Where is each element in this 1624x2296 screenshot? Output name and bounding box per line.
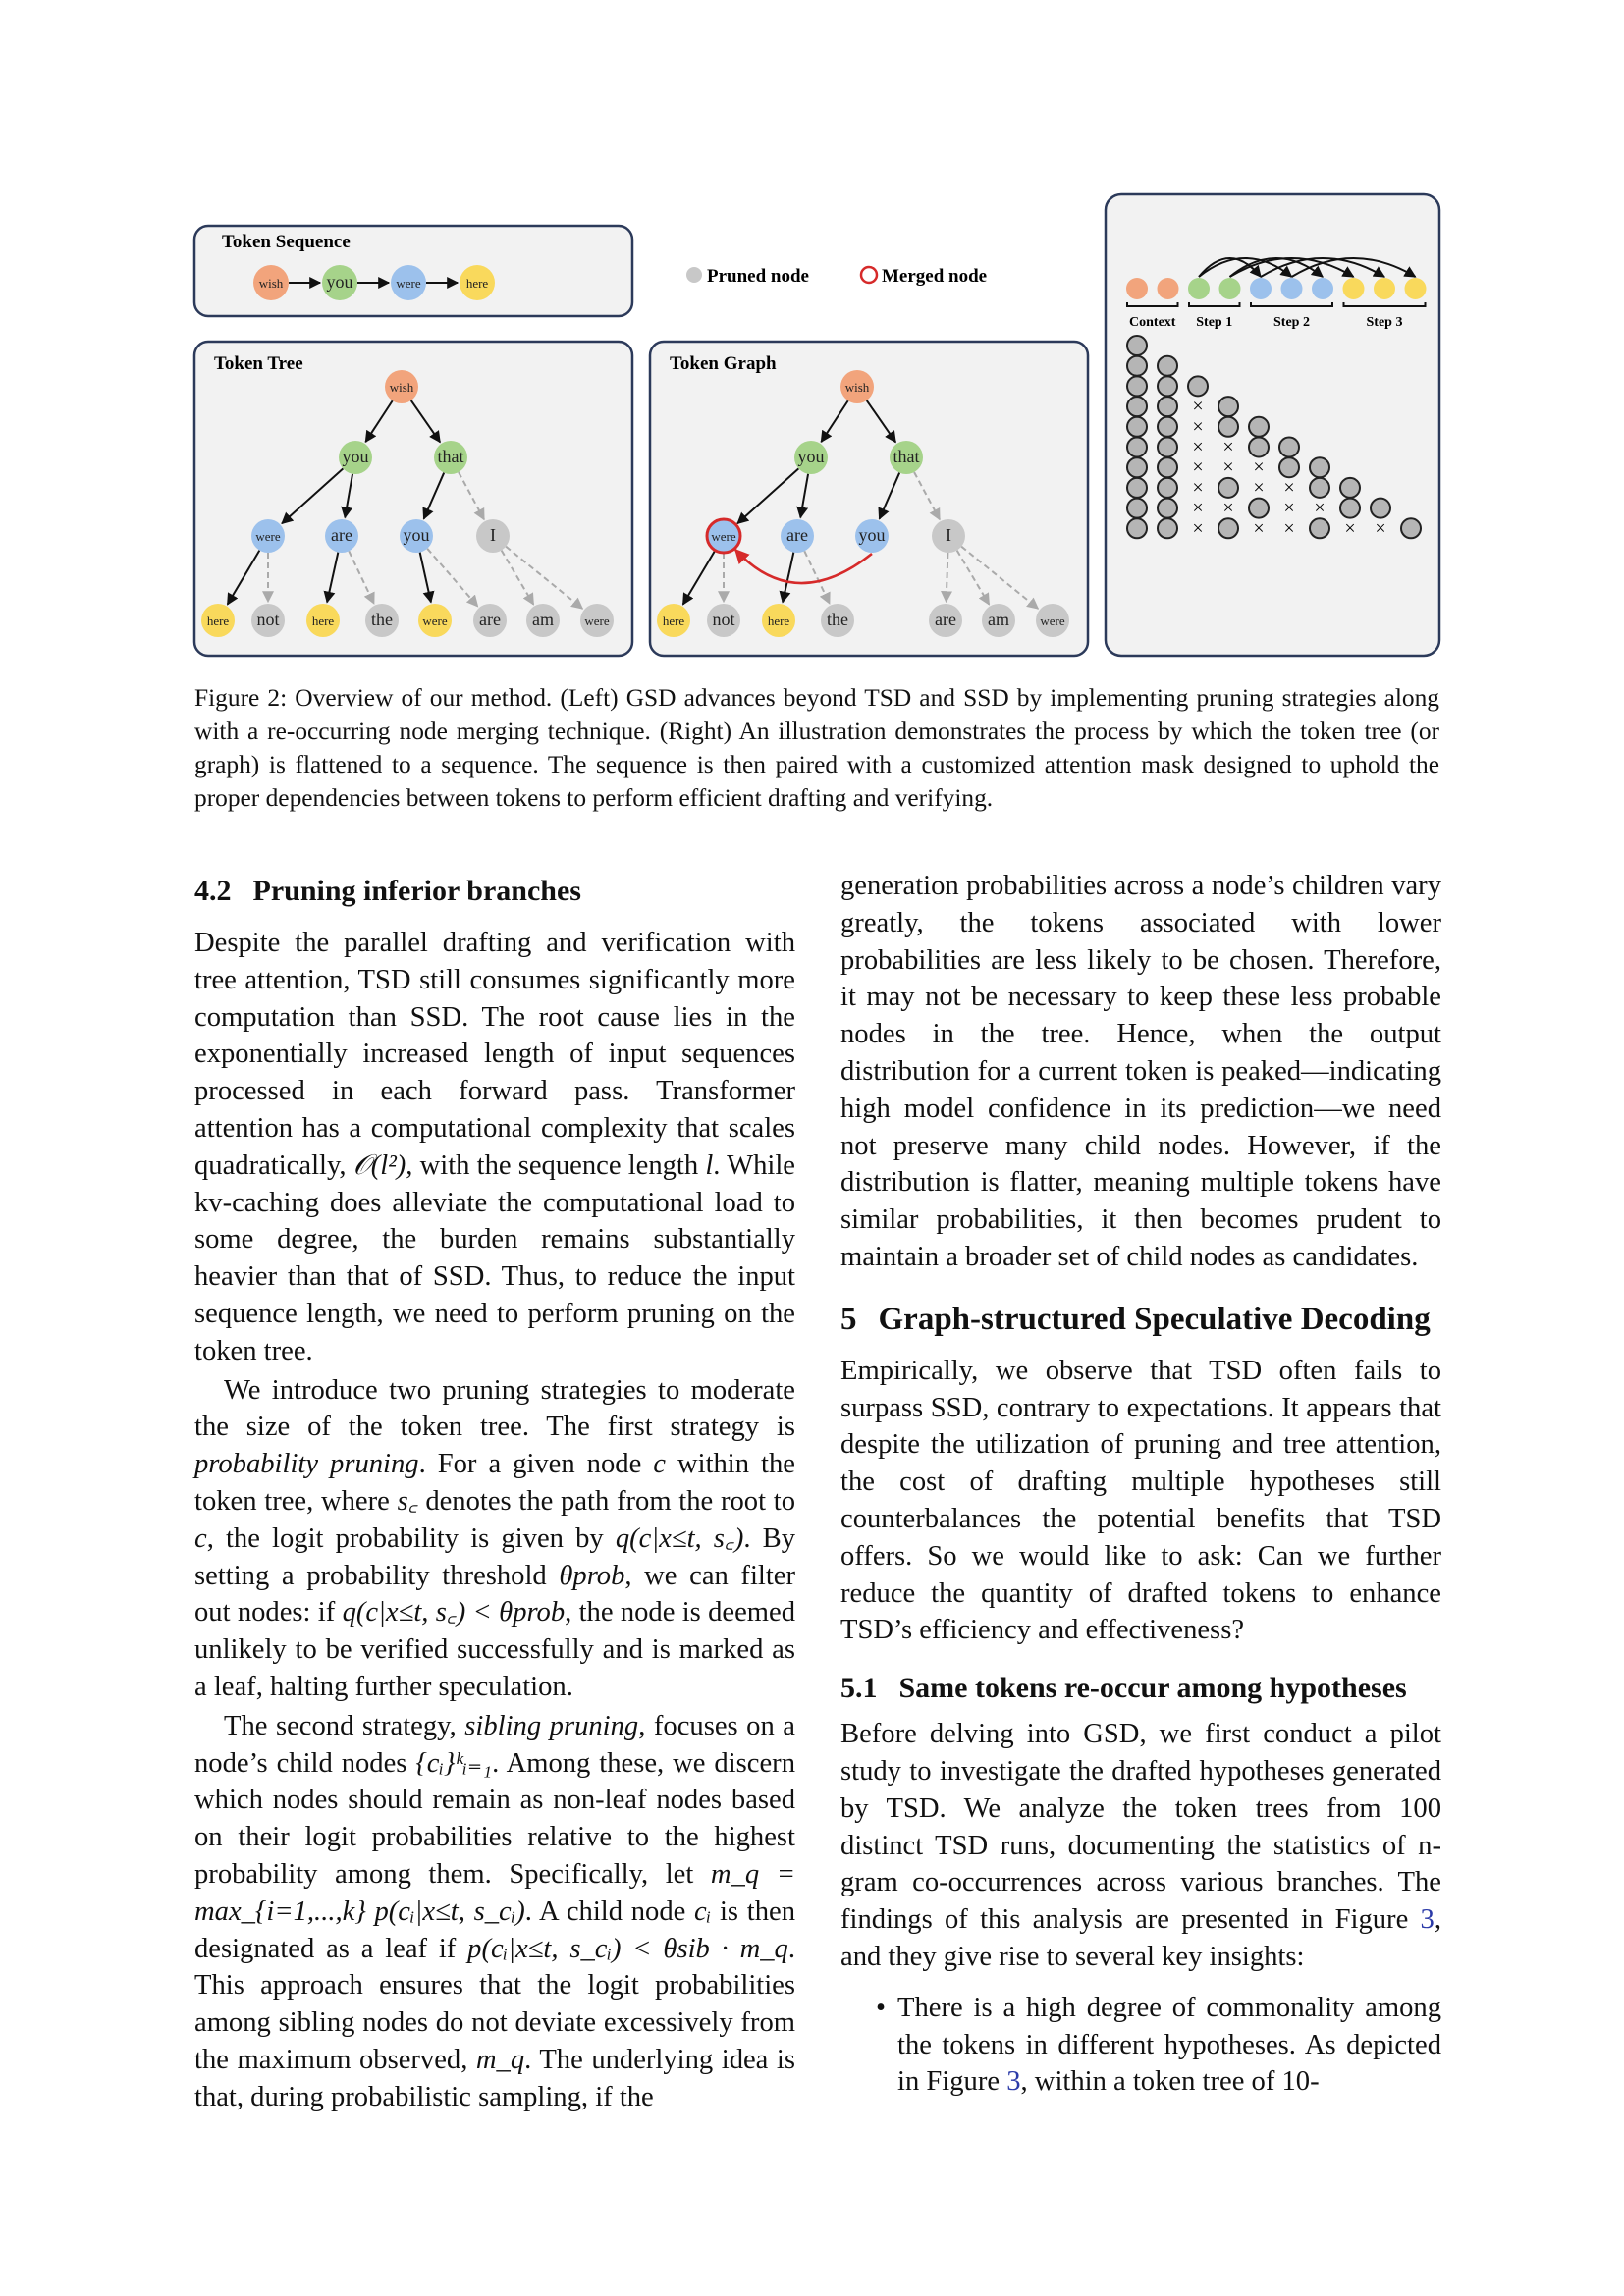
graph-node-l3-here — [657, 604, 690, 637]
attended-cell — [1310, 457, 1329, 477]
legend — [686, 266, 987, 287]
svg-text:were: were — [711, 529, 736, 544]
svg-text:here: here — [465, 276, 489, 291]
masked-cell: × — [1192, 497, 1204, 519]
legend-pruned-label: Pruned node — [707, 266, 809, 287]
svg-text:the: the — [371, 610, 393, 629]
sequence-token-were — [391, 265, 426, 300]
masked-cell: × — [1283, 476, 1295, 499]
tree-node-l3-not — [251, 604, 285, 637]
svg-text:the: the — [827, 610, 848, 629]
token-tree-title: Token Tree — [214, 353, 303, 374]
paragraph-sibling-pruning: The second strategy, sibling pruning, focuses on a node’s child nodes {cᵢ}ᵏᵢ₌₁. Among these, we discern which nodes should remain as non-leaf nodes based on their logit probabilities relative to the highest probability among them. Specifically, let m_q = max_{i=1,...,k} p(cᵢ|x≤t, s_cᵢ). A child node cᵢ is then designated as a leaf if p(cᵢ|x≤t, s_cᵢ) < θsib · m_q. This approach ensures that the logit probabilities among sibling nodes do not deviate excessively from the maximum observed, m_q. The underlying idea is that, during probabilistic sampling, if the — [194, 1710, 796, 2112]
tree-node-l3-am — [526, 604, 560, 637]
attended-cell — [1127, 438, 1147, 457]
attended-cell — [1279, 457, 1299, 477]
masked-cell: × — [1222, 436, 1234, 458]
svg-text:you: you — [797, 447, 825, 466]
tree-node-l2-were — [251, 519, 285, 553]
svg-text:wish: wish — [258, 276, 284, 291]
attended-cell — [1127, 499, 1147, 518]
tree-node-l3-the — [365, 604, 399, 637]
attended-cell — [1218, 397, 1238, 416]
section-4-2-heading: 4.2 Pruning inferior branches — [194, 875, 581, 907]
legend-merged-swatch — [861, 267, 877, 283]
attended-cell — [1158, 499, 1177, 518]
masked-cell: × — [1253, 476, 1265, 499]
svg-text:here: here — [206, 614, 230, 628]
tree-node-l2-are — [325, 519, 358, 553]
attended-cell — [1158, 438, 1177, 457]
step-label: Step 2 — [1273, 315, 1310, 330]
masked-cell: × — [1253, 456, 1265, 479]
right-column — [840, 868, 1441, 2101]
step-label: Step 3 — [1366, 315, 1403, 330]
attended-cell — [1218, 518, 1238, 538]
flattened-token — [1312, 278, 1333, 299]
flattened-token — [1281, 278, 1303, 299]
masked-cell: × — [1344, 517, 1356, 540]
sequence-token-you — [322, 265, 357, 300]
flattened-token — [1374, 278, 1395, 299]
svg-text:you: you — [403, 525, 430, 545]
attended-cell — [1127, 376, 1147, 396]
masked-cell: × — [1222, 456, 1234, 479]
attended-cell — [1158, 478, 1177, 498]
flattened-token — [1126, 278, 1148, 299]
attended-cell — [1127, 457, 1147, 477]
masked-cell: × — [1283, 497, 1295, 519]
flattened-token — [1158, 278, 1179, 299]
tree-node-l2-you — [400, 519, 433, 553]
attended-cell — [1310, 518, 1329, 538]
figure-caption: Figure 2: Overview of our method. (Left) GSD advances beyond TSD and SSD by implementing pruning strategies along with a re-occurring node merging technique. (Right) An illustration demonstrates the process by which the token tree (or graph) is flattened to a sequence. The sequence is then paired with a customized attention mask designed to uphold the proper dependencies between tokens to perform efficient drafting and verifying. — [194, 684, 1439, 812]
figure-3-link[interactable]: 3 — [1006, 2066, 1021, 2098]
svg-text:were: were — [396, 276, 421, 291]
svg-text:are: are — [935, 610, 956, 629]
svg-text:were: were — [422, 614, 448, 628]
masked-cell: × — [1192, 396, 1204, 418]
svg-text:are: are — [479, 610, 501, 629]
svg-text:am: am — [532, 610, 554, 629]
graph-node-l2-you — [855, 519, 889, 553]
graph-node-l2-I — [932, 519, 965, 553]
graph-node-root — [840, 370, 874, 403]
attended-cell — [1249, 499, 1269, 518]
graph-node-l3-not — [707, 604, 740, 637]
attended-cell — [1401, 518, 1421, 538]
svg-text:that: that — [437, 447, 464, 466]
attended-cell — [1127, 478, 1147, 498]
attended-cell — [1127, 518, 1147, 538]
attended-cell — [1371, 499, 1390, 518]
step-label: Step 1 — [1196, 315, 1233, 330]
paragraph-gsd-intro: Empirically, we observe that TSD often fails to surpass SSD, contrary to expectations. It appears that despite the utilization of pruning and tree attention, the cost of drafting multiple hypotheses still counterbalances the potential benefits that TSD offers. So we would like to ask: Can we further reduce the quantity of drafted tokens to enhance TSD’s efficiency and effectiveness? — [840, 1355, 1441, 1646]
graph-node-l3-the — [821, 604, 854, 637]
masked-cell: × — [1375, 517, 1386, 540]
attended-cell — [1158, 376, 1177, 396]
svg-text:you: you — [342, 447, 369, 466]
paragraph-pruning-intro: Despite the parallel drafting and verification with tree attention, TSD still consumes significantly more computation than SSD. The root cause lies in the exponentially increased length of input sequences processed in each forward pass. Transformer attention has a computational complexity that scales quadratically, 𝒪(l²), with the sequence length l. While kv-caching does alleviate the computational load to some degree, the burden remains substantially heavier than that of SSD. Thus, to reduce the input sequence length, we need to perform pruning on the token tree. — [194, 928, 795, 1366]
left-column — [194, 872, 795, 2116]
legend-pruned-swatch — [686, 267, 702, 283]
step-label: Context — [1129, 315, 1176, 330]
attended-cell — [1158, 457, 1177, 477]
paragraph-probability-pruning: We introduce two pruning strategies to moderate the size of the token tree. The first strategy is probability pruning. For a given node c within the token tree, where s꜀ denotes the path from the root to c, the logit probability is given by q(c|x≤t, s꜀). By setting a probability threshold θprob, we can filter out nodes: if q(c|x≤t, s꜀) < θprob, the node is deemed unlikely to be verified successfully and is marked as a leaf, halting further speculation. — [194, 1374, 796, 1702]
masked-cell: × — [1253, 517, 1265, 540]
attended-cell — [1218, 478, 1238, 498]
masked-cell: × — [1192, 476, 1204, 499]
method-overview-figure — [192, 192, 1441, 664]
tree-node-l1-you — [339, 441, 372, 474]
masked-cell: × — [1192, 456, 1204, 479]
graph-node-l1-that — [890, 441, 923, 474]
paragraph-pilot-study: Before delving into GSD, we first conduct a pilot study to investigate the drafted hypotheses generated by TSD. We analyze the token trees from 100 distinct TSD runs, documenting the statistics of n-gram co-occurrences across various branches. The findings of this analysis are presented in Figure 3, and they give rise to several key insights: — [840, 1719, 1441, 1972]
svg-text:I: I — [946, 525, 951, 545]
token-tree-panel — [194, 342, 632, 656]
attended-cell — [1127, 417, 1147, 437]
token-sequence-title: Token Sequence — [222, 232, 351, 252]
tree-node-l3-here — [201, 604, 235, 637]
svg-text:are: are — [331, 525, 352, 545]
token-sequence-panel — [194, 226, 632, 316]
sequence-token-wish — [253, 265, 289, 300]
tree-node-l1-that — [434, 441, 467, 474]
attended-cell — [1158, 518, 1177, 538]
insights-list — [840, 1990, 1441, 2101]
attended-cell — [1127, 336, 1147, 355]
svg-text:were: were — [584, 614, 610, 628]
svg-text:you: you — [858, 525, 886, 545]
attended-cell — [1279, 438, 1299, 457]
attended-cell — [1249, 438, 1269, 457]
token-graph-title: Token Graph — [670, 353, 777, 374]
svg-text:not: not — [256, 610, 280, 629]
svg-text:were: were — [1040, 614, 1065, 628]
tree-node-l3-are — [473, 604, 507, 637]
svg-text:wish: wish — [844, 380, 870, 395]
attended-cell — [1158, 417, 1177, 437]
paragraph-sibling-continued: generation probabilities across a node’s children vary greatly, the tokens associated with lower probabilities are less likely to be chosen. Therefore, it may not be necessary to keep these less probable nodes in the tree. Hence, when the output distribution for a current token is peaked—indicating high model confidence in its prediction—we need not preserve many child nodes. However, if the distribution is flatter, meaning multiple tokens have similar probabilities, it then becomes prudent to maintain a broader set of child nodes as candidates. — [840, 871, 1441, 1272]
list-item: • There is a high degree of commonality among the tokens in different hypotheses. As depicted in Figure 3, within a token tree of 10- — [876, 1992, 1441, 2098]
graph-node-l3-were — [1036, 604, 1069, 637]
attention-mask-panel — [1106, 194, 1439, 656]
flattened-token — [1219, 278, 1241, 299]
attended-cell — [1340, 499, 1360, 518]
attended-cell — [1340, 478, 1360, 498]
tree-node-l3-were — [418, 604, 452, 637]
graph-node-l1-you — [794, 441, 828, 474]
figure-3-link[interactable]: 3 — [1420, 1904, 1435, 1936]
graph-node-l2-are — [781, 519, 814, 553]
attended-cell — [1249, 417, 1269, 437]
sequence-token-here — [460, 265, 495, 300]
section-5-1-heading: 5.1 Same tokens re-occur among hypotheses — [840, 1672, 1407, 1705]
flattened-token — [1405, 278, 1427, 299]
graph-node-l3-are — [929, 604, 962, 637]
masked-cell: × — [1192, 517, 1204, 540]
graph-node-l3-am — [982, 604, 1015, 637]
svg-text:I: I — [490, 525, 496, 545]
masked-cell: × — [1192, 436, 1204, 458]
svg-text:that: that — [893, 447, 920, 466]
svg-text:not: not — [712, 610, 735, 629]
masked-cell: × — [1283, 517, 1295, 540]
attended-cell — [1158, 397, 1177, 416]
svg-text:wish: wish — [389, 380, 414, 395]
legend-merged-label: Merged node — [882, 266, 988, 287]
tree-node-l2-I — [476, 519, 510, 553]
svg-text:am: am — [988, 610, 1009, 629]
svg-text:here: here — [311, 614, 335, 628]
tree-node-l3-here — [306, 604, 340, 637]
tree-node-l3-were — [580, 604, 614, 637]
svg-text:you: you — [326, 272, 353, 292]
attended-cell — [1218, 417, 1238, 437]
attended-cell — [1188, 376, 1208, 396]
graph-node-l2-were — [707, 519, 740, 553]
attended-cell — [1127, 397, 1147, 416]
flattened-token — [1188, 278, 1210, 299]
tree-node-root — [385, 370, 418, 403]
masked-cell: × — [1314, 497, 1326, 519]
token-graph-panel — [650, 342, 1088, 656]
svg-text:here: here — [767, 614, 790, 628]
attended-cell — [1310, 478, 1329, 498]
attended-cell — [1158, 356, 1177, 376]
attended-cell — [1127, 356, 1147, 376]
masked-cell: × — [1222, 497, 1234, 519]
svg-text:here: here — [662, 614, 685, 628]
flattened-token — [1250, 278, 1272, 299]
flattened-token — [1343, 278, 1365, 299]
svg-text:are: are — [786, 525, 808, 545]
graph-node-l3-here — [762, 604, 795, 637]
masked-cell: × — [1192, 415, 1204, 438]
svg-text:were: were — [255, 529, 281, 544]
section-5-heading: 5 Graph-structured Speculative Decoding — [840, 1301, 1431, 1337]
